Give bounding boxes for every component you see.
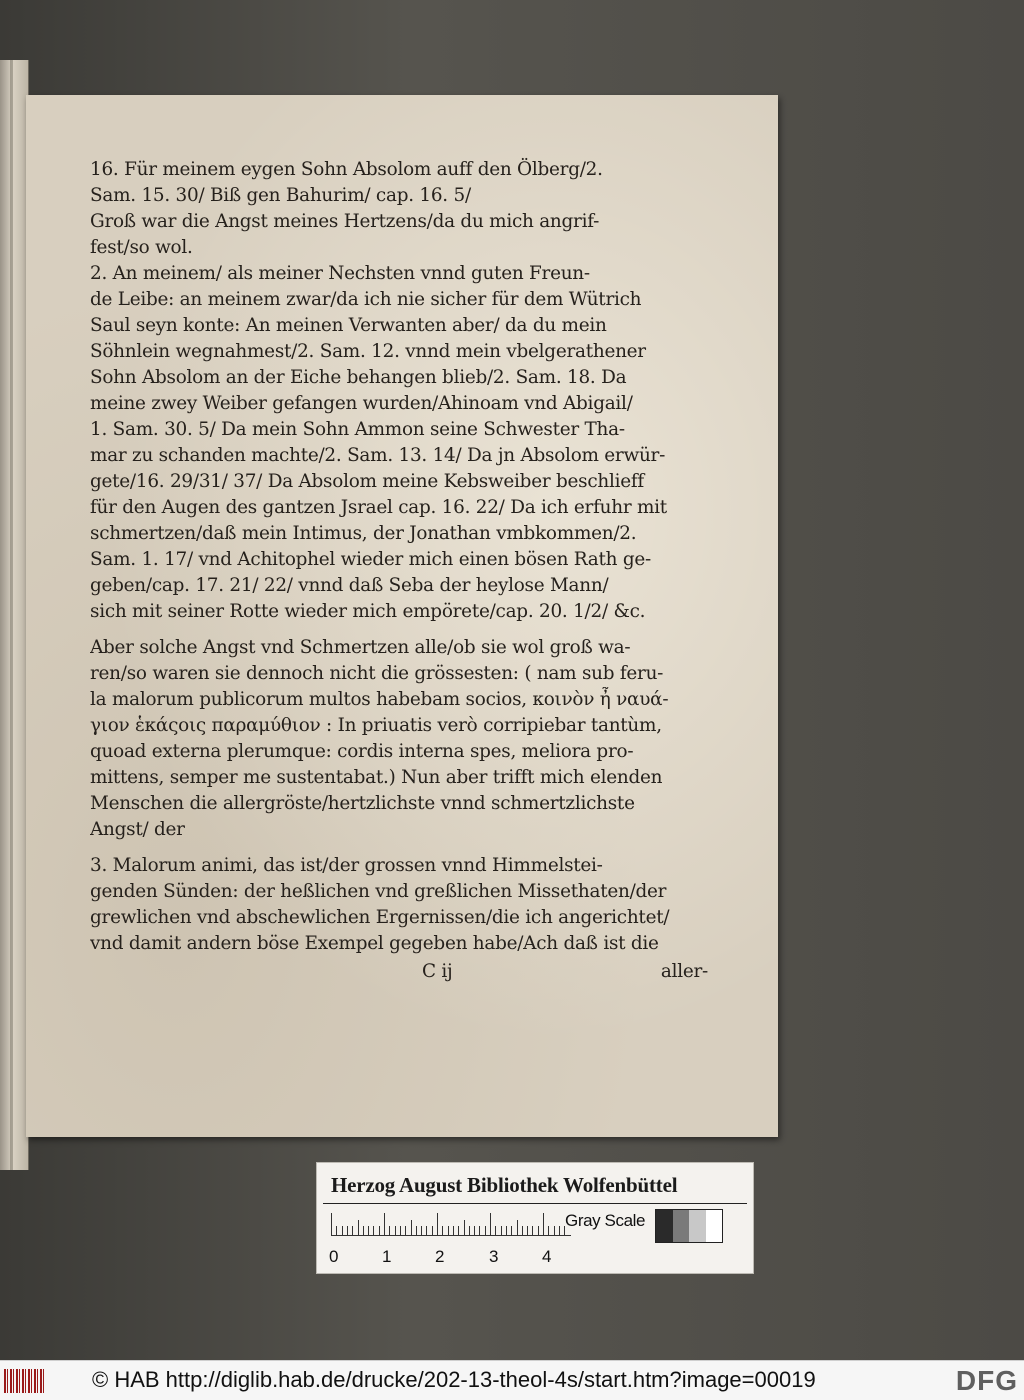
- text-line: Saul seyn konte: An meinen Verwanten aber/ da du mein: [90, 315, 607, 336]
- gray-swatch: [656, 1210, 673, 1242]
- ruler-tick: [448, 1226, 449, 1235]
- ruler-tick: [501, 1226, 502, 1235]
- paragraph-3: [90, 635, 712, 843]
- text-line: γιον ἑκάςοις παραμύθιον : In priuatis verò corripiebar tantùm,: [90, 715, 662, 736]
- gray-scale-swatches: [655, 1209, 723, 1243]
- text-line: 2. An meinem/ als meiner Nechsten vnnd guten Freun-: [90, 263, 590, 284]
- gray-scale-label: Gray Scale: [565, 1211, 646, 1230]
- ruler-tick: [495, 1226, 496, 1235]
- ruler-tick: [490, 1213, 491, 1235]
- ruler-tick: [485, 1226, 486, 1235]
- library-name: Herzog August Bibliothek Wolfenbüttel: [331, 1173, 678, 1197]
- ruler-tick: [379, 1226, 380, 1235]
- text-line: Menschen die allergröste/hertzlichste vnnd schmertzlichste: [90, 793, 635, 814]
- text-line: Aber solche Angst vnd Schmertzen alle/ob sie wol groß wa-: [90, 637, 631, 658]
- barcode-icon: [4, 1369, 46, 1393]
- ruler-number: 0: [329, 1247, 339, 1266]
- text-line: geben/cap. 17. 21/ 22/ vnnd daß Seba der heylose Mann/: [90, 575, 609, 596]
- ruler-tick: [395, 1226, 396, 1235]
- signature-mark: C ij: [422, 961, 453, 982]
- ruler-tick: [421, 1226, 422, 1235]
- footer-bar: [0, 1360, 1024, 1400]
- gray-swatch: [689, 1210, 706, 1242]
- ruler-number: 1: [382, 1247, 392, 1266]
- ruler-number: 4: [542, 1247, 552, 1266]
- ruler-tick: [437, 1213, 438, 1235]
- ruler-tick: [400, 1226, 401, 1235]
- ruler-tick: [511, 1226, 512, 1235]
- text-line: 3. Malorum animi, das ist/der grossen vnnd Himmelstei-: [90, 855, 603, 876]
- gray-swatch: [706, 1210, 723, 1242]
- text-line: Sam. 15. 30/ Biß gen Bahurim/ cap. 16. 5/: [90, 185, 471, 206]
- paragraph-4: [90, 853, 712, 957]
- ruler-tick: [453, 1226, 454, 1235]
- ruler-tick: [389, 1226, 390, 1235]
- paragraph-1: [90, 157, 712, 261]
- text-line: Söhnlein wegnahmest/2. Sam. 12. vnnd mein vbelgerathener: [90, 341, 646, 362]
- ruler-tick: [373, 1226, 374, 1235]
- text-line: de Leibe: an meinem zwar/da ich nie sicher für dem Wütrich: [90, 289, 642, 310]
- book-page: [26, 95, 778, 1137]
- ruler-tick: [506, 1226, 507, 1235]
- card-divider: [323, 1203, 747, 1204]
- ruler-tick: [368, 1226, 369, 1235]
- text-line: quoad externa plerumque: cordis interna spes, meliora pro-: [90, 741, 634, 762]
- gray-swatch: [673, 1210, 690, 1242]
- text-line: fest/so wol.: [90, 237, 193, 258]
- ruler-tick: [479, 1226, 480, 1235]
- text-line: vnd damit andern böse Exempel gegeben habe/Ach daß ist die: [90, 933, 659, 954]
- ruler-tick: [543, 1213, 544, 1235]
- text-line: la malorum publicorum multos habebam socios, κοινὸν ἦ ναυά-: [90, 689, 669, 710]
- text-line: 16. Für meinem eygen Sohn Absolom auff den Ölberg/2.: [90, 159, 603, 180]
- ruler-tick: [342, 1226, 343, 1235]
- ruler-tick: [559, 1226, 560, 1235]
- ruler-tick: [411, 1220, 412, 1235]
- ruler-tick: [358, 1220, 359, 1235]
- text-line: gete/16. 29/31/ 37/ Da Absolom meine Kebsweiber beschlieff: [90, 471, 644, 492]
- text-line: für den Augen des gantzen Jsrael cap. 16. 22/ Da ich erfuhr mit: [90, 497, 667, 518]
- text-line: mittens, semper me sustentabat.) Nun aber trifft mich elenden: [90, 767, 663, 788]
- text-line: genden Sünden: der heßlichen vnd greßlichen Missethaten/der: [90, 881, 667, 902]
- text-line: ren/so waren sie dennoch nicht die grössesten: ( nam sub feru-: [90, 663, 664, 684]
- ruler-tick: [527, 1226, 528, 1235]
- scale-ruler: [331, 1209, 571, 1243]
- text-line: grewlichen vnd abschewlichen Ergernissen/die ich angerichtet/: [90, 907, 670, 928]
- ruler-tick: [442, 1226, 443, 1235]
- ruler-tick: [432, 1226, 433, 1235]
- text-line: Sam. 1. 17/ vnd Achitophel wieder mich einen bösen Rath ge-: [90, 549, 651, 570]
- ruler-number: 3: [489, 1247, 499, 1266]
- ruler-tick: [522, 1226, 523, 1235]
- ruler-tick: [474, 1226, 475, 1235]
- text-line: Groß war die Angst meines Hertzens/da du mich angrif-: [90, 211, 600, 232]
- catchword: aller-: [660, 961, 708, 982]
- ruler-tick: [517, 1220, 518, 1235]
- text-line: Angst/ der: [90, 819, 185, 840]
- ruler-tick: [363, 1226, 364, 1235]
- text-line: schmertzen/daß mein Intimus, der Jonathan vmbkommen/2.: [90, 523, 637, 544]
- previous-page-edge: [0, 60, 29, 1170]
- ruler-tick: [458, 1226, 459, 1235]
- ruler-tick: [384, 1213, 385, 1235]
- text-line: mar zu schanden machte/2. Sam. 13. 14/ Da jn Absolom erwür-: [90, 445, 666, 466]
- ruler-tick: [352, 1226, 353, 1235]
- ruler-tick: [331, 1213, 332, 1235]
- paragraph-2: [90, 261, 712, 625]
- ruler-tick: [469, 1226, 470, 1235]
- ruler-tick: [532, 1226, 533, 1235]
- text-line: 1. Sam. 30. 5/ Da mein Sohn Ammon seine Schwester Tha-: [90, 419, 625, 440]
- ruler-tick: [548, 1226, 549, 1235]
- ruler-tick: [416, 1226, 417, 1235]
- ruler-tick: [554, 1226, 555, 1235]
- dfg-logo: DFG: [955, 1365, 1018, 1396]
- ruler-tick: [405, 1226, 406, 1235]
- signature-row: [90, 959, 712, 987]
- ruler-tick: [347, 1226, 348, 1235]
- ruler-number: 2: [435, 1247, 445, 1266]
- library-color-card: [316, 1162, 754, 1274]
- ruler-tick: [464, 1220, 465, 1235]
- text-line: Sohn Absolom an der Eiche behangen blieb/2. Sam. 18. Da: [90, 367, 627, 388]
- ruler-tick: [336, 1226, 337, 1235]
- page-text: [90, 157, 712, 987]
- ruler-tick: [538, 1226, 539, 1235]
- text-line: sich mit seiner Rotte wieder mich empörete/cap. 20. 1/2/ &c.: [90, 601, 646, 622]
- text-line: meine zwey Weiber gefangen wurden/Ahinoam vnd Abigail/: [90, 393, 633, 414]
- ruler-tick: [426, 1226, 427, 1235]
- copyright-url[interactable]: © HAB http://diglib.hab.de/drucke/202-13-theol-4s/start.htm?image=00019: [92, 1367, 816, 1392]
